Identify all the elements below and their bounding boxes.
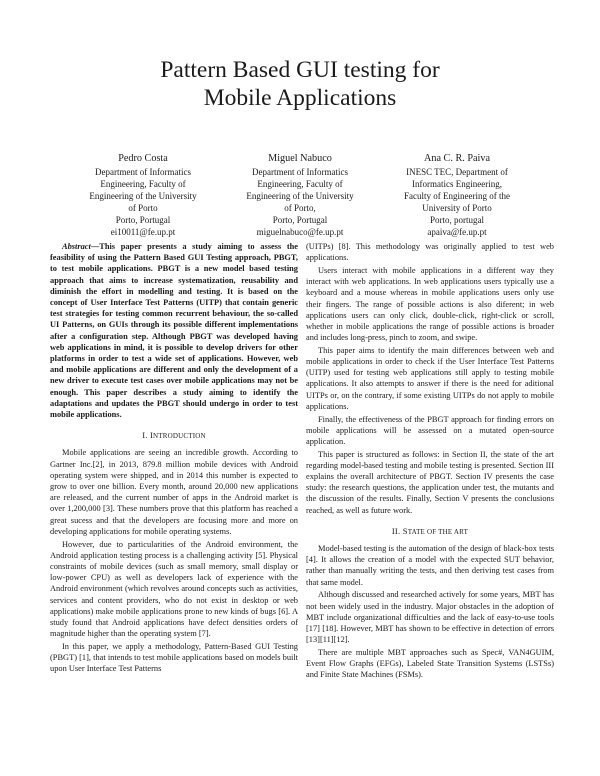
section-heading-state-of-the-art bbox=[306, 526, 554, 538]
author-email: ei10011@fe.up.pt bbox=[110, 227, 176, 238]
author-name: Pedro Costa bbox=[118, 153, 168, 164]
paragraph: Mobile applications are seeing an incredible growth. According to Gartner Inc.[2], in 2013, 879.8 million mobile devices with Android operating system were shipped, and in 2014 this number is expected to grow to over one billion. Every month, around 20,000 new applications are released, and the current number of apps in the Android market is over 1,200,000 [3]. These numbers prove that this platform has reached a great sucess and that the developers are focusing more and more on developing applications for mobile operating systems. bbox=[50, 448, 298, 536]
author-location: Porto, Portugal bbox=[272, 215, 328, 226]
author-affiliation-line: Engineering of the University bbox=[246, 191, 354, 202]
abstract bbox=[50, 241, 298, 420]
author-affiliation-line: University of Porto bbox=[422, 203, 492, 214]
author-affiliation-line: Faculty of Engineering of the bbox=[404, 191, 510, 202]
author-affiliation-line: Engineering, Faculty of bbox=[257, 179, 343, 190]
author-block-2 bbox=[220, 152, 380, 239]
section-numeral: II. S bbox=[391, 525, 408, 536]
section-numeral: I. I bbox=[142, 430, 154, 441]
title-line-1: Pattern Based GUI testing for bbox=[160, 57, 440, 83]
abstract-text: —This paper presents a study aiming to assess the feasibility of using the Pattern Based GUI Testing approach, PBGT, to test mobile applications. PBGT is a new model based testing approach that aims to increase systematization, reusability and diminish the effort in modelling and testing. It is based on the concept of User Interface Test Patterns (UITP) that contain generic test strategies for testing common recurrent behaviour, the so-called UI Patterns, on GUIs through its possible different implementations after a configuration step. Although PBGT was developed having web applications in mind, it is possible to develop drivers for other platforms in order to test a wide set of applications. However, web and mobile applications are different and only the development of a new driver to execute test cases over mobile applications may not be enough. This paper describes a study aiming to identify the adaptations and updates the PBGT should undergo in order to test mobile applications. bbox=[50, 242, 298, 420]
author-affiliation-line: of Porto, bbox=[284, 203, 316, 214]
author-block-3 bbox=[377, 152, 537, 239]
author-location: Porto, Portugal bbox=[115, 215, 171, 226]
paragraph: Users interact with mobile applications in a different way they interact with web applications. In web applications users typically use a keyboard and a mouse whereas in mobile applications users only use their fingers. The range of possible actions is also diferent; in web applications users can only click, double-click, right-click or scroll, whether in mobile applications the range of possible actions is broader and includes long-press, pinch to zoom, and swipe. bbox=[306, 265, 554, 343]
paragraph: However, due to particularities of the Android environment, the Android application testing process is a challenging activity [5]. Physical constraints of mobile devices (such as small memory, small display or low-power CPU) as well as developers lack of experience with the Android environment (which revolves around concepts such as activities, services and content providers, who do not exist in desktop or web applications) make mobile applications prone to new kinds of bugs [6]. A study found that Android applications have defect densities orders of magnitude higher than the operating system [7]. bbox=[50, 539, 298, 639]
author-name: Miguel Nabuco bbox=[268, 153, 332, 164]
author-affiliation-line: Department of Informatics bbox=[95, 167, 191, 177]
author-location: Porto, portugal bbox=[430, 215, 484, 226]
paragraph: (UITPs) [8]. This methodology was originally applied to test web applications. bbox=[306, 242, 554, 263]
author-email: miguelnabuco@fe.up.pt bbox=[256, 227, 344, 238]
author-affiliation-line: of Porto bbox=[128, 203, 158, 214]
author-affiliation-line: INESC TEC, Department of bbox=[406, 167, 508, 177]
paper-title bbox=[0, 56, 600, 112]
paragraph: In this paper, we apply a methodology, Pattern-Based GUI Testing (PBGT) [1], that intends to test mobile applications based on models built upon User Interface Test Patterns bbox=[50, 641, 298, 674]
left-column bbox=[50, 241, 298, 675]
author-affiliation-line: Informatics Engineering, bbox=[412, 179, 502, 190]
paragraph: Model-based testing is the automation of the design of black-box tests [4]. It allows the creation of a model with the expected SUT behavior, rather than manually writing the tests, and then deriving test cases from that same model. bbox=[306, 544, 554, 587]
paragraph: Finally, the effectiveness of the PBGT approach for finding errors on mobile applications will be assessed on a mutated open-source application. bbox=[306, 414, 554, 446]
section-heading-rest: TATE OF THE ART bbox=[407, 527, 469, 536]
author-affiliation-line: Engineering, Faculty of bbox=[100, 179, 186, 190]
section-heading-introduction bbox=[50, 430, 298, 442]
paragraph: There are multiple MBT approaches such as Spec#, VAN4GUIM, Event Flow Graphs (EFGs), Labeled State Transition Systems (LSTSs) and Finite State Machines (FSMs). bbox=[306, 647, 554, 680]
author-affiliation-line: Department of Informatics bbox=[252, 167, 348, 177]
author-email: apaiva@fe.up.pt bbox=[427, 227, 487, 238]
paragraph: This paper is structured as follows: in Section II, the state of the art regarding model-based testing and mobile testing is presented. Section III explains the overall architecture of PBGT. Section IV presents the case study: the research questions, the application under test, the mutants and the discussion of the results. Finally, Section V presents the conclusions reached, as well as future work. bbox=[306, 449, 554, 515]
title-line-2: Mobile Applications bbox=[203, 85, 397, 111]
author-block-1 bbox=[63, 152, 223, 239]
author-name: Ana C. R. Paiva bbox=[424, 153, 490, 164]
right-column bbox=[306, 241, 554, 681]
section-heading-rest: NTRODUCTION bbox=[153, 432, 206, 441]
paragraph: Although discussed and researched actively for some years, MBT has not been widely used in the industry. Major obstacles in the adoption of MBT include organizational difficulties and the lack of easy-to-use tools [17] [18]. However, MBT has shown to be effective in detection of errors [13][11][12]. bbox=[306, 590, 554, 645]
paragraph: This paper aims to identify the main differences between web and mobile applications in order to check if the User Interface Test Patterns (UITP) used for testing web applications still apply to testing mobile applications. It also attempts to answer if there is the need for aditional UITPs or, on the contrary, if some existing UITPs do not apply to mobile applications. bbox=[306, 345, 554, 411]
abstract-label: Abstract bbox=[62, 242, 91, 251]
author-affiliation-line: Engineering of the University bbox=[89, 191, 197, 202]
